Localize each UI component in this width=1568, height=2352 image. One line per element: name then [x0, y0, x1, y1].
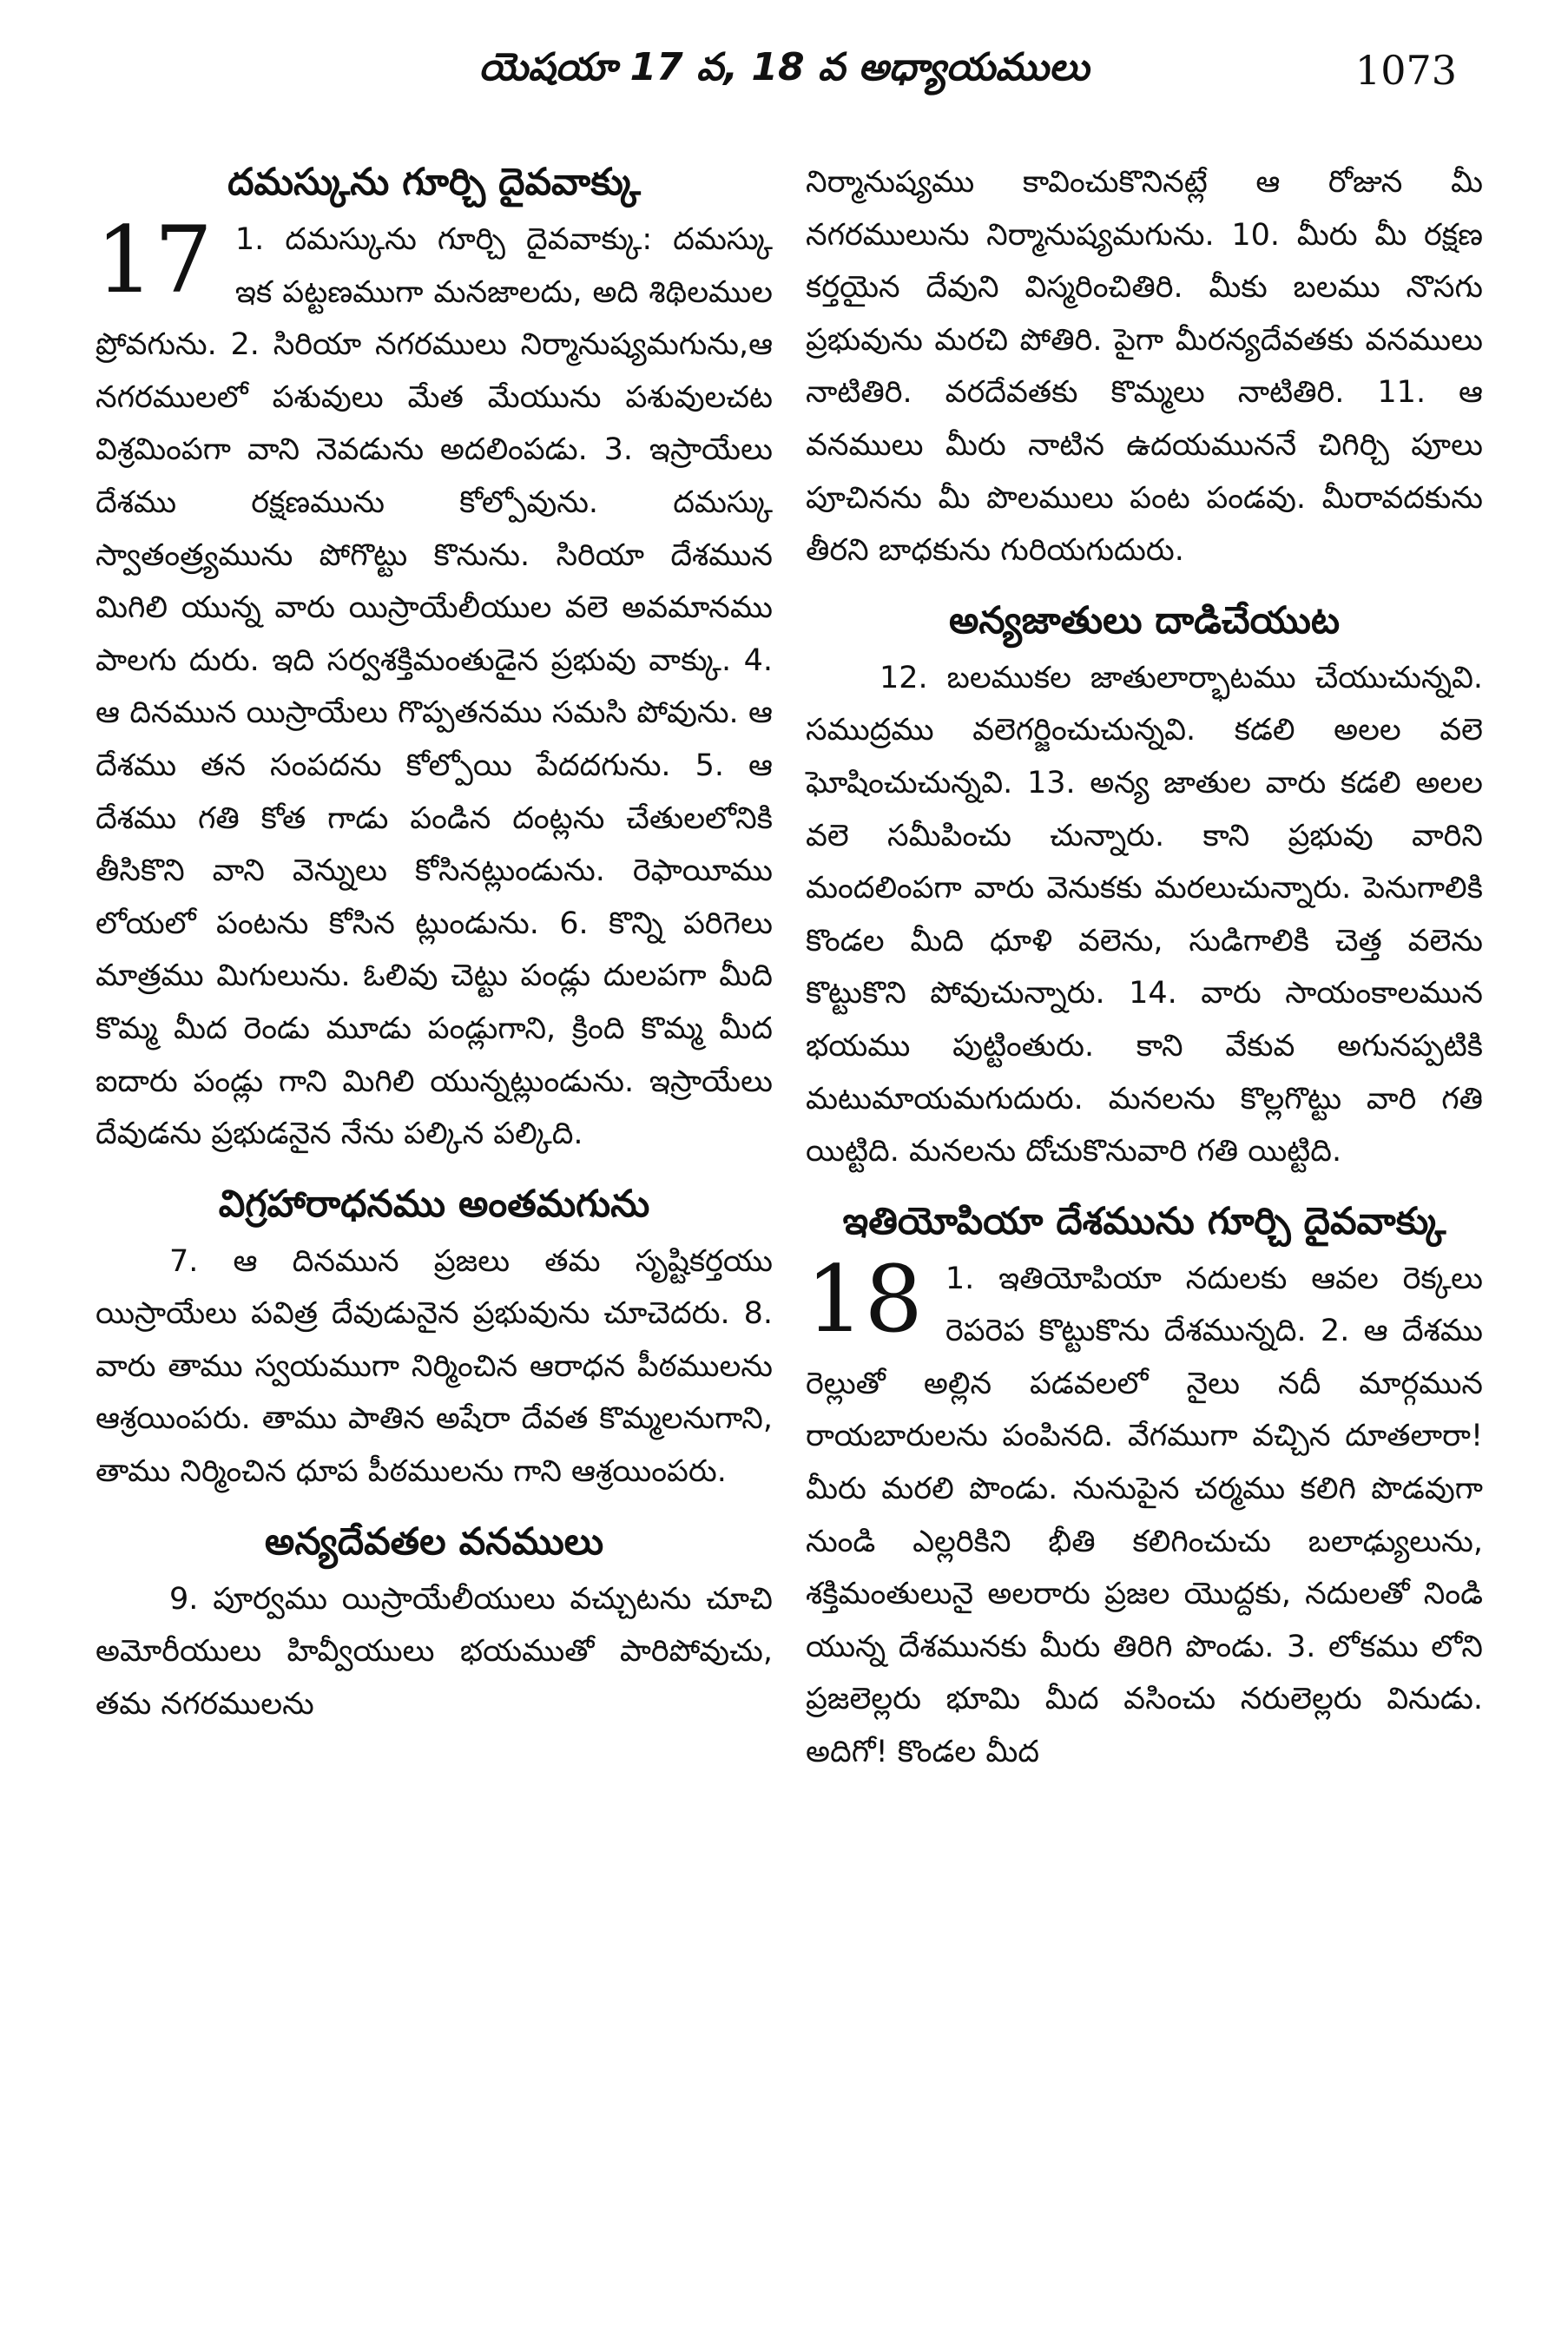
section-body: [96, 207, 773, 1161]
chapter-number: 17: [96, 207, 213, 313]
right-column: [806, 156, 1483, 1779]
left-column: [96, 156, 773, 1730]
page-header: [0, 45, 1568, 106]
verse-paragraph: 9. పూర్వము యిస్రాయేలీయులు వచ్చుటను చూచి అమోరీయులు హివ్వీయులు భయముతో పారిపోవుచు, తమ నగరములను: [96, 1581, 773, 1722]
running-title: యెషయా 17 వ, 18 వ అధ్యాయములు: [478, 45, 1090, 89]
verse-paragraph: నిర్మానుష్యము కావించుకొనినట్లే ఆ రోజున మీ నగరములును నిర్మానుష్యమగును. 10. మీరు మీ రక్షణ కర్తయైన దేవుని విస్మరించితిరి. మీకు బలము నొసగు ప్రభువును మరచి పోతిరి. పైగా మీరన్యదేవతకు వనములు నాటితిరి. వరదేవతకు కొమ్మలు నాటితిరి. 11. ఆ వనములు మీరు నాటిన ఉదయముననే చిగిర్చి పూలు పూచినను మీ పొలములు పంట పండవు. మీరావదకును తీరని బాధకును గురియగుదురు.: [806, 165, 1483, 569]
verse-paragraph: 1. ఇతియోపియా నదులకు ఆవల రెక్కలు రెపరెప కొట్టుకొను దేశమున్నది. 2. ఆ దేశము రెల్లుతో అల్లిన పడవలలో నైలు నదీ మార్గమున రాయబారులను పంపినది. వేగముగా వచ్చిన దూతలారా! మీరు మరలి పొండు. నునుపైన చర్మము కలిగి పొడవుగా నుండి ఎల్లరికిని భీతి కలిగించుచు బలాఢ్యులును, శక్తిమంతులునై అలరారు ప్రజల యొద్దకు, నదులతో నిండి యున్న దేశమునకు మీరు తిరిగి పొండు. 3. లోకము లోని ప్రజలెల్లరు భూమి మీద వసించు నరులెల్లరు వినుడు. అదిగో! కొండల మీద: [806, 1261, 1483, 1770]
section-heading: విగ్రహారాధనము అంతమగును: [218, 1182, 650, 1226]
section-heading: అన్యజాతులు దాడిచేయుట: [948, 598, 1341, 642]
verse-paragraph: 1. దమస్కును గూర్చి దైవవాక్కు: దమస్కు ఇక పట్టణముగా మనజాలదు, అది శిథిలముల ప్రోవగును. 2. సిరియా నగరములు నిర్మానుష్యమగును,ఆ నగరములలో పశువులు మేత మేయును పశువులచట విశ్రమింపగా వాని నెవడును అదలింపడు. 3. ఇస్రాయేలు దేశము రక్షణమును కోల్పోవును. దమస్కు స్వాతంత్ర్యమును పోగొట్టు కొనును. సిరియా దేశమున మిగిలి యున్న వారు యిస్రాయేలీయుల వలె అవమానము పాలగు దురు. ఇది సర్వశక్తిమంతుడైన ప్రభువు వాక్కు. 4. ఆ దినమున యిస్రాయేలు గొప్పతనము సమసి పోవును. ఆ దేశము తన సంపదను కోల్పోయి పేదదగును. 5. ఆ దేశము గతి కోత గాడు పండిన దంట్లను చేతులలోనికి తీసికొని వాని వెన్నులు కోసినట్లుండును. రెఫాయీము లోయలో పంటను కోసిన ట్లుండును. 6. కొన్ని పరిగెలు మాత్రము మిగులును. ఓలివు చెట్టు పండ్లు దులపగా మీది కొమ్మ మీద రెండు మూడు పండ్లుగాని, క్రింది కొమ్మ మీద ఐదారు పండ్లు గాని మిగిలి యున్నట్లుండును. ఇస్రాయేలు దేవుడను ప్రభుడనైన నేను పల్కిన పల్కిది.: [96, 222, 773, 1152]
section-heading: అన్యదేవతల వనములు: [264, 1519, 604, 1564]
section-body: [806, 1245, 1483, 1779]
page-number: 1073: [1354, 47, 1457, 94]
chapter-number: 18: [806, 1245, 923, 1353]
verse-paragraph: 12. బలముకల జాతులార్భాటము చేయుచున్నవి. సముద్రము వలెగర్జించుచున్నవి. కడలి అలల వలె ఘోషించుచున్నవి. 13. అన్య జాతుల వారు కడలి అలల వలె సమీపించు చున్నారు. కాని ప్రభువు వారిని మందలింపగా వారు వెనుకకు మరలుచున్నారు. పెనుగాలికి కొండల మీది ధూళి వలెను, సుడిగాలికి చెత్త వలెను కొట్టుకొని పోవుచున్నారు. 14. వారు సాయంకాలమున భయము పుట్టింతురు. కాని వేకువ అగునప్పటికి మటుమాయమగుదురు. మనలను కొల్లగొట్టు వారి గతి యిట్టిది. మనలను దోచుకొనువారి గతి యిట్టిది.: [806, 660, 1483, 1169]
verse-paragraph: 7. ఆ దినమున ప్రజలు తమ సృష్టికర్తయు యిస్రాయేలు పవిత్ర దేవుడునైన ప్రభువును చూచెదరు. 8. వారు తాము స్వయముగా నిర్మించిన ఆరాధన పీఠములను ఆశ్రయింపరు. తాము పాతిన అషేరా దేవత కొమ్మలనుగాని, తాము నిర్మించిన ధూప పీఠములను గాని ఆశ్రయింపరు.: [96, 1243, 773, 1490]
section-heading: ఇతియోపియా దేశమును గూర్చి దైవవాక్కు: [842, 1199, 1446, 1243]
section-heading: దమస్కును గూర్చి దైవవాక్కు: [227, 161, 641, 204]
